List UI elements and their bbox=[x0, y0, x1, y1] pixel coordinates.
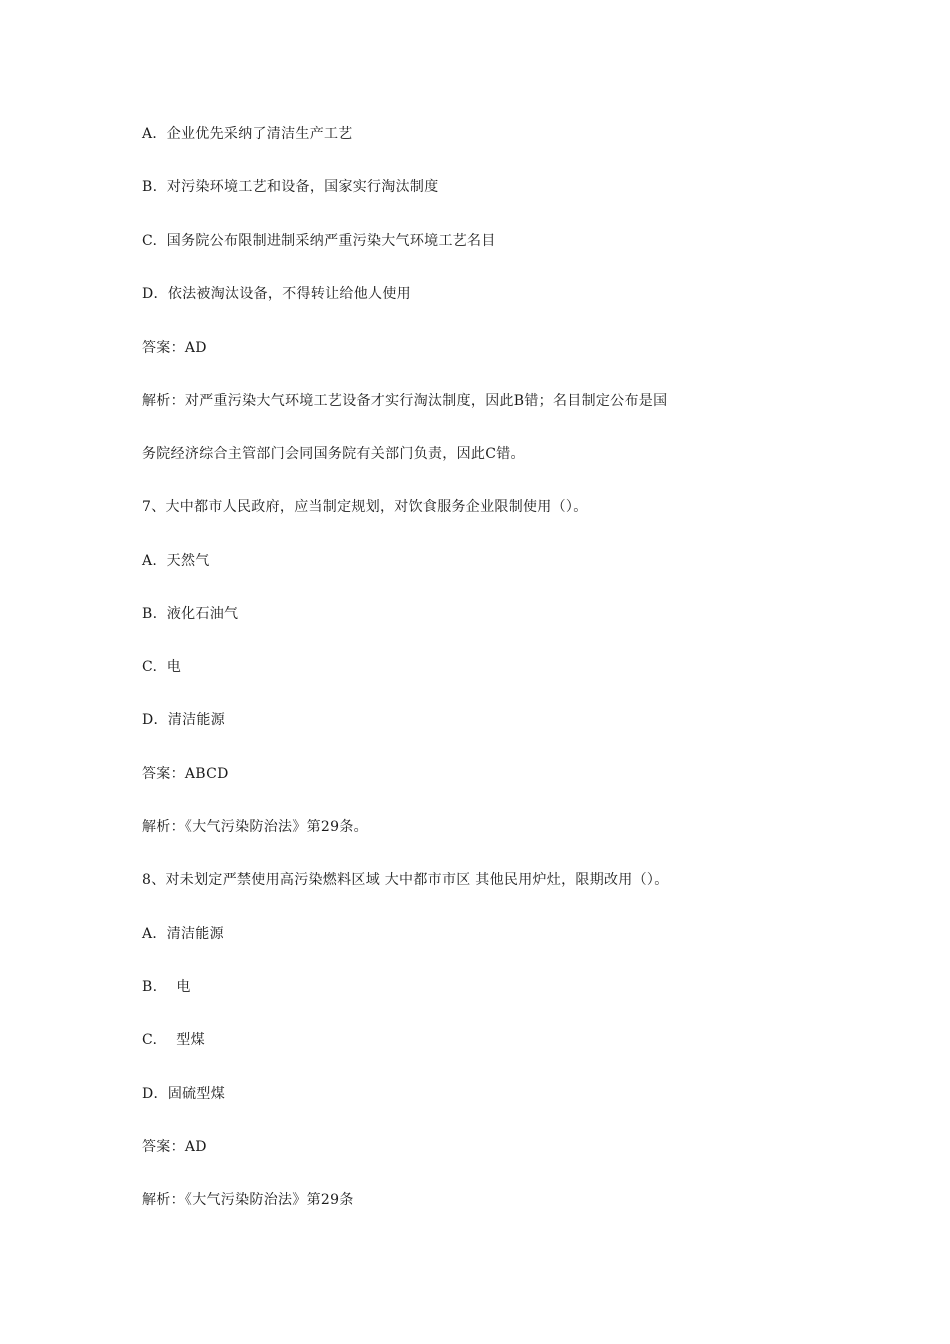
q7-option-c: C. 电 bbox=[142, 659, 182, 675]
q8-option-c: C. 型煤 bbox=[142, 1032, 205, 1048]
q6-option-d: D．依法被淘汰设备，不得转让给他人使用 bbox=[142, 286, 411, 302]
q7-option-a: A. 天然气 bbox=[142, 553, 210, 569]
q6-explanation-line-2: 务院经济综合主管部门会同国务院有关部门负责，因此C错。 bbox=[142, 446, 525, 462]
q7-answer: 答案：ABCD bbox=[142, 766, 229, 782]
q6-explanation-line-1: 解析：对严重污染大气环境工艺设备才实行淘汰制度，因此B错；名目制定公布是国 bbox=[142, 393, 668, 409]
q7-explanation: 解析：《大气污染防治法》第29条。 bbox=[142, 819, 368, 835]
q8-explanation: 解析：《大气污染防治法》第29条 bbox=[142, 1192, 354, 1208]
q6-option-a: A．企业优先采纳了清洁生产工艺 bbox=[142, 126, 353, 142]
q8-option-b: B. 电 bbox=[142, 979, 191, 995]
q8-answer: 答案：AD bbox=[142, 1139, 207, 1155]
q8-option-a: A．清洁能源 bbox=[142, 926, 224, 942]
q7-question: 7、大中都市人民政府，应当制定规划，对饮食服务企业限制使用（）。 bbox=[142, 499, 588, 515]
q6-option-b: B. 对污染环境工艺和设备，国家实行淘汰制度 bbox=[142, 179, 439, 195]
q7-option-d: D．清洁能源 bbox=[142, 712, 226, 728]
q6-option-c: C. 国务院公布限制进制采纳严重污染大气环境工艺名目 bbox=[142, 233, 496, 249]
q8-question: 8、对未划定严禁使用高污染燃料区域 大中都市市区 其他民用炉灶，限期改用（）。 bbox=[142, 872, 669, 888]
q7-option-b: B. 液化石油气 bbox=[142, 606, 239, 622]
q8-option-d: D．固硫型煤 bbox=[142, 1086, 226, 1102]
q6-answer: 答案：AD bbox=[142, 340, 207, 356]
